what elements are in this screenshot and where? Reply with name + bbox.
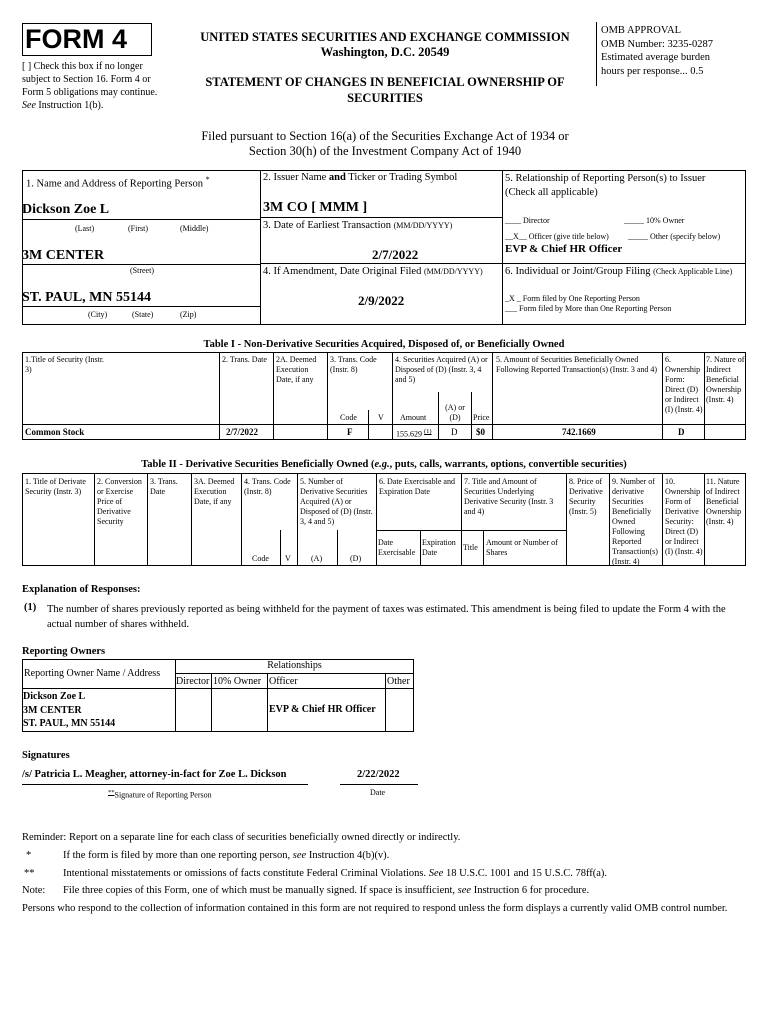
t1-row-owned[interactable]: 742.1669 xyxy=(562,427,596,437)
box4-label xyxy=(263,266,483,277)
t2-v2 xyxy=(147,473,148,566)
ow-owner-address[interactable] xyxy=(23,690,115,731)
t1-v4 xyxy=(392,352,393,440)
footer-star-see: see xyxy=(292,850,307,861)
city-label: (City) xyxy=(88,310,108,319)
box6-label xyxy=(505,266,732,277)
box2-label-post: Ticker or Trading Symbol xyxy=(345,172,458,183)
t1-code: Code xyxy=(340,413,357,422)
footer-star: * xyxy=(26,850,32,861)
footer-dstar-pre: Intentional misstatements or omissions of facts constitute Federal Criminal Violations. xyxy=(63,868,429,879)
box3-label xyxy=(263,220,452,231)
t1-v4b xyxy=(438,392,439,440)
ow-other: Other xyxy=(387,676,410,687)
t2-title-col: Title xyxy=(463,543,478,552)
checkbox-see: See xyxy=(22,100,36,111)
sig-line xyxy=(22,784,308,785)
box5-label2: (Check all applicable) xyxy=(505,187,598,198)
t2-v: V xyxy=(285,554,291,563)
filed-line1: Filed pursuant to Section 16(a) of the Securities Exchange Act of 1934 or xyxy=(201,129,569,143)
reporting-city[interactable]: ST. PAUL, MN 55144 xyxy=(22,290,151,305)
t1-row-amount[interactable] xyxy=(396,428,432,439)
ow-v4 xyxy=(385,673,386,732)
t2-h3a-text: 3A. Deemed Execution Date, if any xyxy=(194,477,235,506)
street-label: (Street) xyxy=(130,266,154,275)
box3-label-text: 3. Date of Earliest Transaction xyxy=(263,220,392,231)
footer-dstar-text xyxy=(63,868,607,879)
last-label: (Last) xyxy=(75,224,95,233)
footer-note-text xyxy=(63,885,589,896)
director-check[interactable]: ____ Director xyxy=(505,216,550,225)
ow-officer: Officer xyxy=(269,676,298,687)
ten-pct-check[interactable]: _____ 10% Owner xyxy=(624,216,685,225)
box1-label xyxy=(26,175,210,190)
officer-check[interactable]: __X__ Officer (give title below) xyxy=(505,232,609,241)
ow-h2 xyxy=(22,688,414,689)
t1-row-date[interactable]: 2/7/2022 xyxy=(226,427,259,437)
t1-h4-text: 4. Securities Acquired (A) or Disposed of (D) (Instr. 3, 4 and 5) xyxy=(395,355,488,384)
ow-col-name: Reporting Owner Name / Address xyxy=(24,668,161,679)
other-check[interactable]: _____ Other (specify below) xyxy=(628,232,721,241)
ow-name2: 3M CENTER xyxy=(23,704,82,716)
ow-v3 xyxy=(267,673,268,732)
officer-title[interactable]: EVP & Chief HR Officer xyxy=(505,243,623,255)
filed-pursuant xyxy=(100,129,670,159)
ow-officer-value[interactable]: EVP & Chief HR Officer xyxy=(269,704,376,715)
checkbox-text[interactable]: [ ] Check this box if no longer subject to Section 16. Form 4 or Form 5 obligations may continue. xyxy=(22,61,158,98)
issuer-name[interactable]: 3M CO [ MMM ] xyxy=(263,200,368,215)
t2-code: Code xyxy=(252,554,269,563)
t1-h6-text: 6. Ownership Form: Direct (D) or Indirect (I) (Instr. 4) xyxy=(665,355,703,414)
footer-note: Note: xyxy=(22,885,46,896)
form-title-box xyxy=(22,23,152,56)
t2-a: (A) xyxy=(311,554,323,563)
ow-h1 xyxy=(175,673,414,674)
amendment-date[interactable]: 2/9/2022 xyxy=(358,293,405,308)
explanation-num: (1) xyxy=(24,602,37,613)
t2-v6b xyxy=(420,530,421,566)
box3-fmt: (MM/DD/YYYY) xyxy=(393,221,453,230)
statement-title: STATEMENT OF CHANGES IN BENEFICIAL OWNERSHIP OF SECURITIES xyxy=(205,75,565,105)
filed-line2: Section 30(h) of the Investment Company Act of 1940 xyxy=(248,144,522,158)
footer-star-pre: If the form is filed by more than one reporting person, xyxy=(63,850,293,861)
ow-director: Director xyxy=(176,676,210,687)
t1-row-amount-value: 155.629 xyxy=(396,429,422,439)
one-person-check[interactable]: _X _ Form filed by One Reporting Person xyxy=(505,294,640,303)
t1-v6 xyxy=(662,352,663,440)
ow-relationships: Relationships xyxy=(267,660,322,671)
omb-burden1: Estimated average burden xyxy=(601,52,711,63)
t1-v2 xyxy=(273,352,274,440)
date-line xyxy=(340,784,418,785)
t2-date-ex: Date Exercisable xyxy=(378,538,416,557)
date-label: Date xyxy=(370,788,386,797)
t2-v4b xyxy=(280,530,281,566)
t1-v1 xyxy=(219,352,220,440)
t2-h4-text: 4. Trans. Code (Instr. 8) xyxy=(244,477,291,496)
t2-h7-text: 7. Title and Amount of Securities Underlying Derivative Security (Instr. 3 and 4) xyxy=(464,477,554,516)
t1-aord: (A) or (D) xyxy=(445,403,465,422)
agency-line1: UNITED STATES SECURITIES AND EXCHANGE COMMISSION xyxy=(200,30,570,44)
agency-heading xyxy=(170,30,600,60)
t1-row-form[interactable]: D xyxy=(678,427,685,437)
footer-dstar-see: See xyxy=(428,868,444,879)
box4-fmt: (MM/DD/YYYY) xyxy=(423,267,483,276)
box1-label-text: 1. Name and Address of Reporting Person xyxy=(26,178,204,190)
sig-label-star: ** xyxy=(108,789,115,796)
t1-v4c xyxy=(471,392,472,440)
t2-h3-text: 3. Trans. Date xyxy=(150,477,178,496)
divider-2-5 xyxy=(502,170,503,325)
t1-row-title[interactable]: Common Stock xyxy=(25,427,85,437)
name-line xyxy=(22,219,260,220)
omb-box xyxy=(601,24,761,78)
table2-title xyxy=(22,459,746,470)
reporting-street[interactable]: 3M CENTER xyxy=(22,248,105,263)
ow-v2 xyxy=(211,673,212,732)
table1-title: Table I - Non-Derivative Securities Acquired, Disposed of, or Beneficially Owned xyxy=(203,339,565,350)
t2-title-pre: Table II - Derivative Securities Beneficially Owned ( xyxy=(141,459,375,470)
t1-v: V xyxy=(378,413,384,422)
omb-divider xyxy=(596,22,597,86)
box6-check: (Check Applicable Line) xyxy=(653,267,733,276)
t1-v3b xyxy=(368,410,369,440)
owners-heading: Reporting Owners xyxy=(22,646,106,657)
checkbox-instr: Instruction 1(b). xyxy=(38,100,104,111)
reporting-person-name[interactable]: Dickson Zoe L xyxy=(22,202,110,217)
t2-h6-text: 6. Date Exercisable and Expiration Date xyxy=(379,477,455,496)
t2-title-eg: e.g. xyxy=(374,459,390,470)
omb-title: OMB APPROVAL xyxy=(601,25,682,36)
signature-value[interactable]: /s/ Patricia L. Meagher, attorney-in-fact for Zoe L. Dickson xyxy=(22,769,287,780)
t2-h10-text: 10. Ownership Form of Derivative Security: Direct (D) or Indirect (I) (Instr. 4) xyxy=(665,477,703,556)
middle-label: (Middle) xyxy=(180,224,209,233)
footer-note-see: see xyxy=(457,885,472,896)
t1-price: Price xyxy=(473,413,490,422)
box2-label xyxy=(263,172,457,183)
t2-v1 xyxy=(94,473,95,566)
first-label: (First) xyxy=(128,224,148,233)
t2-title-post: , puts, calls, warrants, options, convertible securities) xyxy=(389,459,627,470)
divider-3-4 xyxy=(260,263,746,264)
t1-row-aord[interactable]: D xyxy=(451,427,458,437)
omb-burden2: hours per response... 0.5 xyxy=(601,65,704,77)
t1-v3 xyxy=(327,352,328,440)
t1-h3-text: 3. Trans. Code (Instr. 8) xyxy=(330,355,377,374)
t2-h-sub xyxy=(376,530,566,531)
t1-h5-text: 5. Amount of Securities Beneficially Owned Following Reported Transaction(s) (Instr. 3 and 4) xyxy=(496,355,658,374)
t2-exp: Expiration Date xyxy=(422,538,456,557)
box2-label-and: and xyxy=(328,172,346,183)
box2-label-pre: 2. Issuer Name xyxy=(263,172,329,183)
form-title: FORM 4 xyxy=(25,24,128,54)
t2-h1-text: 1. Title of Derivate Security (Instr. 3) xyxy=(25,477,86,496)
ow-name3: ST. PAUL, MN 55144 xyxy=(23,718,116,729)
t2-v5b xyxy=(337,530,338,566)
t2-d: (D) xyxy=(350,554,362,563)
box4-label-text: 4. If Amendment, Date Original Filed xyxy=(263,266,422,277)
footer-star-post: Instruction 4(b)(v). xyxy=(306,850,390,861)
signature-date[interactable]: 2/22/2022 xyxy=(357,769,400,780)
state-label: (State) xyxy=(132,310,154,319)
explanation-text: The number of shares previously reported as being withheld for the payment of taxes was estimated. This amendment is being filed to update the Form 4 with the actual number of shares withheld. xyxy=(47,604,726,630)
street-line xyxy=(22,264,260,265)
t2-v6 xyxy=(376,473,377,566)
footer-persons: Persons who respond to the collection of information contained in this form are not required to respond unless the form displays a currently valid OMB control number. xyxy=(22,903,728,914)
city-line xyxy=(22,306,260,307)
t2-v4 xyxy=(241,473,242,566)
t1-h2a-text: 2A. Deemed Execution Date, if any xyxy=(276,355,317,384)
t1-v5 xyxy=(492,352,493,440)
divider-1-2 xyxy=(260,170,261,325)
box5-label xyxy=(505,172,705,200)
ow-ten-pct: 10% Owner xyxy=(213,676,262,687)
t2-v7b xyxy=(483,530,484,566)
box6-label-text: 6. Individual or Joint/Group Filing xyxy=(505,266,651,277)
t1-h7-text: 7. Nature of Indirect Beneficial Ownership (Instr. 4) xyxy=(706,355,745,404)
explanation-heading: Explanation of Responses: xyxy=(22,584,141,595)
footer-reminder: Reminder: Report on a separate line for each class of securities beneficially owned directly or indirectly. xyxy=(22,832,461,843)
t2-v9 xyxy=(609,473,610,566)
divider-2-3 xyxy=(260,217,502,218)
t1-h2-text: 2. Trans. Date xyxy=(222,355,267,364)
t1-row-price[interactable]: $0 xyxy=(476,427,485,437)
t1-row-code[interactable]: F xyxy=(347,427,353,437)
agency-line2: Washington, D.C. 20549 xyxy=(320,45,450,59)
footer-star-text xyxy=(63,850,389,861)
signatures-heading: Signatures xyxy=(22,750,70,761)
ow-name1: Dickson Zoe L xyxy=(23,691,86,702)
t2-h2-text: 2. Conversion or Exercise Price of Derivative Security xyxy=(97,477,142,526)
t2-v10 xyxy=(662,473,663,566)
sig-label-text: Signature of Reporting Person xyxy=(114,790,212,800)
box1-star: * xyxy=(205,175,210,184)
t2-v8 xyxy=(566,473,567,566)
t1-h1-text: 1.Title of Security (Instr. 3) xyxy=(25,355,105,374)
t2-v3 xyxy=(191,473,192,566)
t2-amount-shares: Amount or Number of Shares xyxy=(486,538,558,557)
t1-amount: Amount xyxy=(400,413,427,422)
t2-h5-text: 5. Number of Derivative Securities Acquired (A) or Disposed of (D) (Instr. 3, 4 and 5) xyxy=(300,477,373,526)
t2-h11-text: 11. Nature of Indirect Beneficial Ownership (Instr. 4) xyxy=(706,477,742,526)
checkbox-notice xyxy=(22,60,172,112)
t1-h1 xyxy=(22,424,746,425)
footer-dstar: ** xyxy=(24,868,35,879)
earliest-transaction-date[interactable]: 2/7/2022 xyxy=(372,247,419,262)
zip-label: (Zip) xyxy=(180,310,197,319)
box5-label1: 5. Relationship of Reporting Person(s) to Issuer xyxy=(505,173,706,184)
more-person-check[interactable]: ___ Form filed by More than One Reporting Person xyxy=(505,304,672,313)
omb-number: OMB Number: 3235-0287 xyxy=(601,38,713,50)
t1-row-footnote[interactable]: (1) xyxy=(424,428,432,435)
t2-h8-text: 8. Price of Derivative Security (Instr. 5) xyxy=(569,477,603,516)
t2-h9-text: 9. Number of derivative Securities Beneficially Owned Following Reported Transaction(s) (Instr. 4) xyxy=(612,477,658,566)
footer-note-pre: File three copies of this Form, one of which must be manually signed. If space is insufficient, xyxy=(63,885,458,896)
footer-dstar-post: 18 U.S.C. 1001 and 15 U.S.C. 78ff(a). xyxy=(443,868,608,879)
footer-note-post: Instruction 6 for procedure. xyxy=(471,885,590,896)
sig-label xyxy=(108,788,212,801)
